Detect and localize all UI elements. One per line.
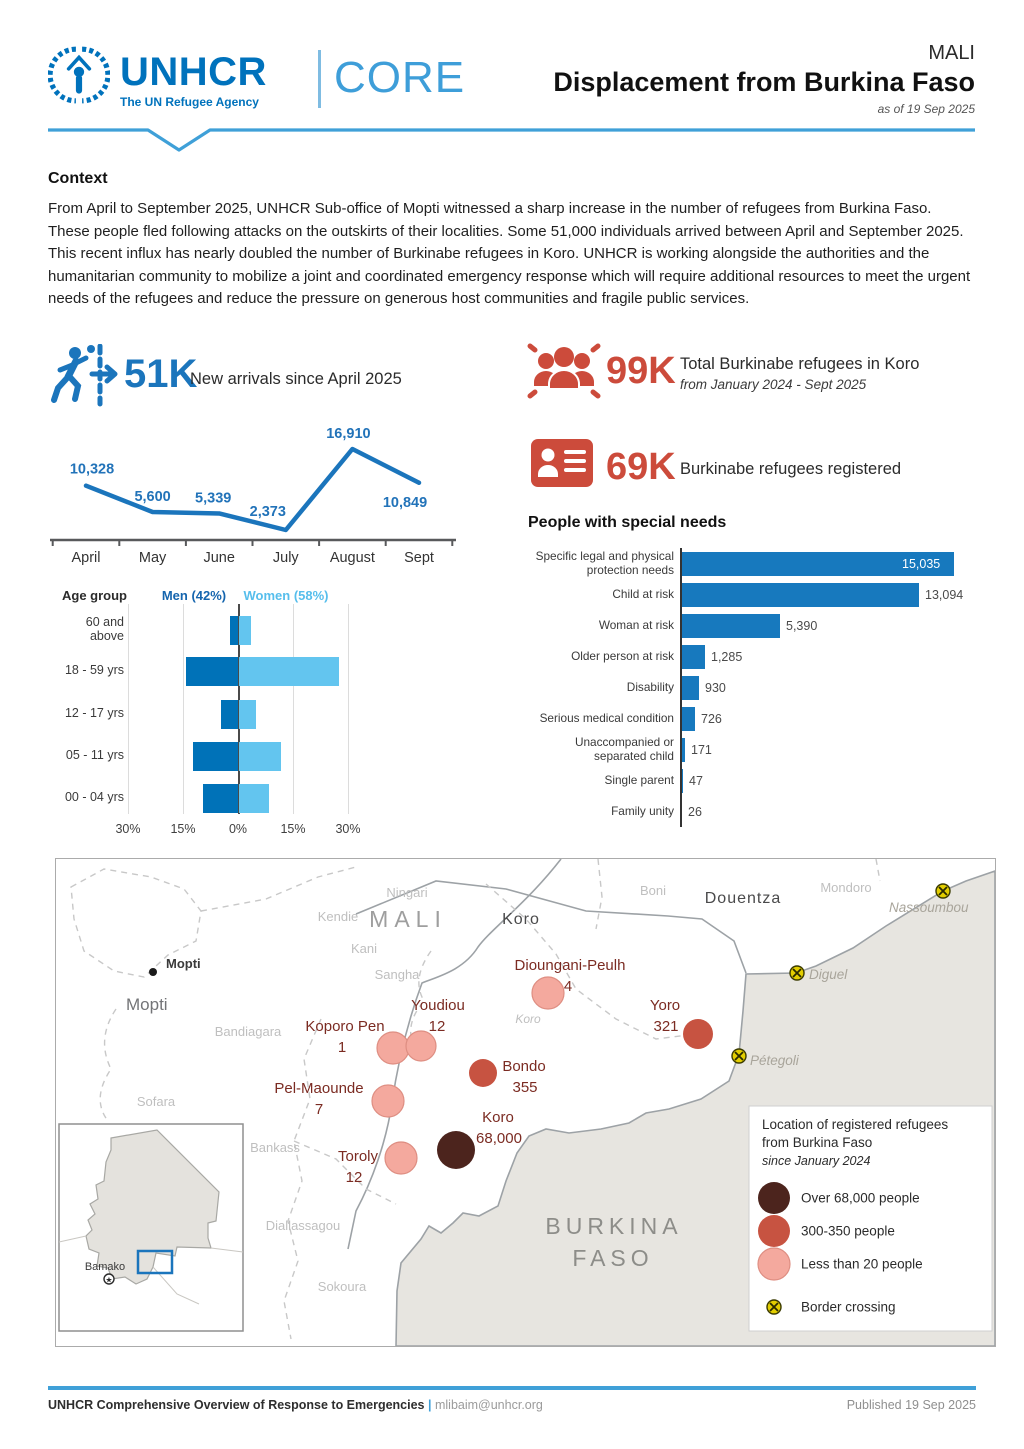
needs-row [528,548,978,579]
pyramid-age-label: 12 - 17 yrs [64,706,124,720]
needs-bar-area [680,579,978,610]
burkina-faso-label: BURKINA [545,1213,683,1239]
registered-label: Burkinabe refugees registered [680,460,902,478]
inset-capital-label: Bamako [84,1261,126,1273]
location-name: Toroly [337,1148,379,1165]
pyramid-tick-label: 30% [115,822,141,836]
core-brand: CORE [334,53,466,102]
logo-divider [318,50,321,108]
id-card-icon [530,438,594,493]
needs-category-label: Unaccompanied or separated child [574,734,674,763]
pyramid-women-bar [239,742,281,771]
location-value: 7 [314,1101,324,1118]
needs-category-label: Family unity [611,803,674,818]
district-label: Koro [502,911,540,928]
legend-title: from Burkina Faso [762,1135,873,1150]
header-rule [48,126,976,156]
location-name: Youdiou [411,997,465,1014]
month-label: June [203,550,235,566]
org-name: UNHCR [120,50,267,94]
needs-bar-area [680,796,978,827]
location-value: 321 [653,1018,679,1035]
place-label: Mondoro [820,880,872,895]
needs-row [528,765,978,796]
needs-value: 15,035 [902,556,941,571]
location-circle [469,1059,497,1087]
district-label: Douentza [704,890,782,907]
needs-bar [682,676,699,700]
location-name: Yoro [649,997,681,1014]
needs-bar [682,583,919,607]
legend-item-label: Over 68,000 people [801,1190,920,1206]
needs-bar [682,769,683,793]
location-value: 4 [563,978,573,995]
needs-value: 47 [689,773,703,788]
legend-crossing-label: Border crossing [801,1299,896,1315]
place-label: Bankass [250,1140,300,1155]
pyramid-men-bar [203,784,238,813]
needs-row [528,610,978,641]
needs-value: 726 [701,711,722,726]
needs-bar-area [680,765,978,796]
needs-category-label: Child at risk [612,586,674,601]
map-container [55,858,996,1347]
location-circle [372,1085,404,1117]
location-value: 12 [345,1169,363,1186]
map-legend [749,1106,992,1331]
needs-row [528,579,978,610]
location-name: Pel-Maounde [274,1080,364,1097]
legend-circle [758,1215,790,1247]
svg-text:★: ★ [105,1275,113,1285]
legend-title: Location of registered refugees [762,1117,949,1132]
mopti-city-dot [149,968,157,976]
pyramid-gridline [128,604,129,814]
pyramid-age-label: 05 - 11 yrs [65,748,124,762]
pyramid-tick-label: 15% [170,822,196,836]
data-point-label: 2,373 [249,504,286,520]
pyramid-age-label: 18 - 59 yrs [64,663,124,677]
pyramid-title: Age group [62,588,127,603]
needs-value: 171 [691,742,712,757]
location-circle [532,977,564,1009]
place-label: Sofara [136,1094,176,1109]
data-point-label: 5,339 [195,490,232,507]
pyramid-women-bar [239,784,269,813]
month-label: August [329,550,375,566]
total-refugees-labels [680,355,919,392]
crossing-label: Pétegoli [750,1053,799,1068]
place-label: Bandiagara [214,1024,282,1039]
legend-circle [758,1182,790,1214]
page-title: Displacement from Burkina Faso [553,67,975,97]
month-label: July [272,550,299,566]
data-point-label: 10,849 [382,494,428,511]
org-wordmark [120,52,267,109]
unhcr-logo [48,44,110,111]
location-value: 68,000 [476,1130,522,1147]
crossing-label: Nassoumbou [889,900,969,915]
place-label: Koro [515,1012,541,1026]
place-label: Sokoura [317,1279,367,1294]
registered-value: 69K [606,446,676,488]
needs-row [528,796,978,827]
age-pyramid-chart [60,604,390,836]
month-label: April [71,550,101,566]
location-name: Bondo [502,1058,546,1075]
pyramid-men-bar [230,616,238,645]
pyramid-men-header: Men (42%) [161,588,227,603]
arrivals-line-chart [48,428,460,573]
pyramid-women-bar [239,657,339,686]
pyramid-tick-label: 0% [228,822,248,836]
location-circle [683,1019,713,1049]
needs-bar [682,738,685,762]
pyramid-gridline [183,604,184,814]
place-label: Sangha [374,967,420,982]
border-crossing-icon [936,884,950,898]
pyramid-tick-label: 15% [280,822,306,836]
region-label: Mopti [126,995,168,1014]
pyramid-age-label: 60 and above [85,615,124,644]
needs-category-label: Woman at risk [598,617,674,632]
needs-bar-area [680,734,978,765]
location-name: Koporo Pen [305,1018,385,1035]
place-label: Boni [639,883,667,898]
pyramid-men-bar [193,742,238,771]
refugees-group-icon [526,340,602,407]
pyramid-women-bar [239,700,256,729]
needs-category-label: Specific legal and physical protection needs [535,548,674,577]
location-value: 355 [512,1079,538,1096]
legend-circle [758,1248,790,1280]
pyramid-gridline [293,604,294,814]
pyramid-age-label: 00 - 04 yrs [64,790,124,804]
context-section [48,170,976,311]
needs-bar [682,707,695,731]
country-label: MALI [928,42,975,64]
legend-crossing-icon [767,1300,781,1314]
mopti-city-label: Mopti [166,956,201,971]
mali-label: MALI [369,906,447,932]
legend-item-label: 300-350 people [801,1223,895,1239]
footer-email: mlibaim@unhcr.org [434,1398,543,1412]
needs-row [528,734,978,765]
needs-value: 930 [705,680,726,695]
data-point-label: 5,600 [134,489,171,506]
needs-bar-area [680,703,978,734]
footer-title: UNHCR Comprehensive Overview of Response to Emergencies [48,1398,425,1412]
arrivals-label: New arrivals since April 2025 [190,370,402,388]
org-tagline: The UN Refugee Agency [120,95,259,109]
place-label: Diallassagou [265,1218,341,1233]
runner-icon [48,344,120,413]
special-needs-title: People with special needs [528,514,727,531]
needs-bar-area [680,672,978,703]
pyramid-men-bar [186,657,238,686]
needs-bar [682,645,705,669]
location-value: 12 [428,1018,446,1035]
location-name: Dioungani-Peulh [514,957,626,974]
total-refugees-value: 99K [606,350,676,392]
place-label: Kani [350,941,378,956]
location-circle [406,1031,436,1061]
needs-value: 26 [688,804,702,819]
as-of-date: as of 19 Sep 2025 [877,102,975,116]
context-heading: Context [48,170,108,187]
crossing-label: Diguel [809,967,848,982]
arrivals-value: 51K [124,352,198,396]
pyramid-tick-label: 30% [335,822,361,836]
pyramid-women-bar [239,616,251,645]
needs-row [528,641,978,672]
location-circle [437,1131,475,1169]
context-paragraph: From April to September 2025, UNHCR Sub-office of Mopti witnessed a sharp increase in the number of refugees from Burkina Faso. These people fled following attacks on the outskirts of their localities. Some 51,000 individuals arrived between April and September 2025. This recent influx has nearly doubled the number of Burkinabe refugees in Koro. UNHCR is working alongside the authorities and the humanitarian community to mobilize a joint and coordinated emergency response which will require additional resources to meet the urgent needs of the refugees and reduce the pressure on generous host communities and fragile public services. [48,200,971,307]
footer-published: Published 19 Sep 2025 [846,1398,976,1412]
data-point-label: 16,910 [326,428,371,442]
needs-bar-area [680,641,978,672]
needs-category-label: Disability [626,679,674,694]
needs-bar-area [680,610,978,641]
place-label: Kendie [317,909,359,924]
needs-value: 13,094 [925,587,964,602]
inset-map [59,1124,243,1331]
footer-left [48,1398,543,1412]
footer-rule [48,1386,976,1390]
total-refugees-label: Total Burkinabe refugees in Koro [680,355,920,373]
location-value: 1 [337,1039,347,1056]
footer-separator: | [428,1398,432,1412]
burkina-faso-label: FASO [572,1245,654,1271]
border-crossing-icon [732,1049,746,1063]
pyramid-men-bar [221,700,238,729]
month-label: May [138,550,167,566]
location-circle [385,1142,417,1174]
needs-category-label: Single parent [604,772,674,787]
place-label: Ningari [386,885,428,900]
needs-category-label: Older person at risk [571,648,674,663]
needs-category-label: Serious medical condition [539,710,674,725]
pyramid-gridline [348,604,349,814]
header-right [553,42,975,116]
pyramid-women-header: Women (58%) [243,588,329,603]
needs-row [528,703,978,734]
location-circle [377,1032,409,1064]
unhcr-emblem-icon [48,44,110,106]
legend-subtitle: since January 2024 [762,1154,871,1168]
needs-bar [682,614,780,638]
needs-value: 1,285 [711,649,743,664]
needs-row [528,672,978,703]
needs-value: 5,390 [786,618,818,633]
needs-bar-area [680,548,978,579]
data-point-label: 10,328 [69,461,115,478]
month-label: Sept [404,550,434,566]
total-refugees-sublabel: from January 2024 - Sept 2025 [680,377,867,392]
legend-item-label: Less than 20 people [801,1256,923,1272]
location-name: Koro [482,1109,514,1126]
border-crossing-icon [790,966,804,980]
map-svg [56,859,995,1346]
special-needs-chart [528,548,978,827]
